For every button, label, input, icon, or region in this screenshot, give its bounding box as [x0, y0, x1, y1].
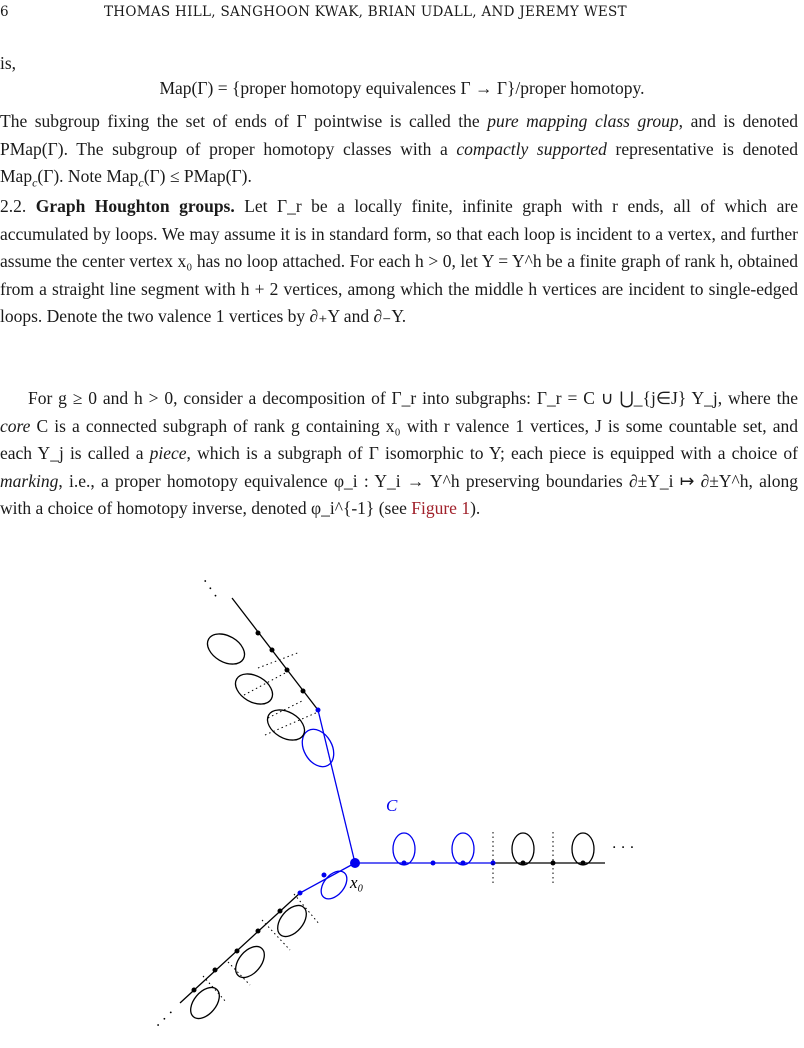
text-run: ). [470, 498, 481, 518]
piece-separator [294, 894, 320, 925]
vertex [192, 988, 197, 993]
subscript-c: c [32, 175, 38, 190]
text-run: For g ≥ 0 and h > 0, consider a decomposition of Γ_r into subgraphs: Γ_r = C ∪ ⋃_{j∈J} Y_j, where the [28, 388, 798, 408]
right-ellipsis: · · · [612, 840, 635, 856]
text-run: , which is a subgraph of Γ isomorphic to Y; each piece is equipped with a choice of [186, 443, 799, 463]
piece-separator [228, 962, 250, 985]
term-compactly-supported: compactly supported [456, 138, 607, 159]
core-vertex [322, 873, 327, 878]
vertex [278, 909, 283, 914]
page-number: 6 [0, 4, 9, 20]
text-run: The subgroup fixing the set of ends of Γ pointwise is called the [0, 111, 488, 131]
term-marking: marking [0, 470, 59, 491]
vertex [521, 861, 526, 866]
core-vertex [402, 861, 407, 866]
core-loop [316, 866, 352, 903]
subscript-c: c [138, 175, 144, 190]
term-core: core [0, 415, 31, 436]
upper-ray-pieces [197, 575, 318, 746]
piece-separator [244, 672, 287, 695]
term-piece: piece [149, 443, 187, 463]
map-definition-equation: Map(Γ) = {proper homotopy equivalences Γ → Γ}/proper homotopy. [159, 78, 645, 98]
section-number: 2.2. [0, 196, 27, 216]
text-run: , i.e., a proper homotopy equivalence φ_i : Y_i → Y^h preserving boundaries ∂±Y_i ↦ ∂±Y^h, along with a choice of homotopy inverse, denoted φ_i^{-1} (see [0, 470, 798, 518]
vertex [301, 689, 306, 694]
running-head [0, 4, 804, 28]
term-pure-mapping-class-group: pure mapping class group [487, 111, 679, 131]
lower-ray-pieces [152, 894, 320, 1033]
core-loop [296, 724, 340, 773]
text-run: representative is denoted Map [0, 138, 798, 186]
core-vertex [316, 708, 321, 713]
loop [202, 628, 250, 671]
core-vertex [431, 861, 436, 866]
author-line: THOMAS HILL, SANGHOON KWAK, BRIAN UDALL, AND JEREMY WEST [104, 4, 627, 20]
center-vertex-label: x₀ [350, 873, 364, 892]
center-vertex [350, 858, 360, 868]
graph-figure [150, 555, 650, 1035]
upper-ellipsis: · · · [196, 575, 223, 603]
vertex [256, 929, 261, 934]
right-ray-pieces [493, 832, 634, 885]
paragraph-pure-mapping [0, 108, 798, 191]
core-label: C [386, 796, 398, 815]
loop [230, 941, 270, 983]
intro-lead: is, [0, 53, 17, 73]
vertex [581, 861, 586, 866]
text-run: (Γ). Note Map [37, 166, 139, 186]
text-run: , and is denoted PMap(Γ). The subgroup of proper homotopy classes with a [0, 111, 798, 159]
core-vertex [298, 891, 303, 896]
vertex [213, 968, 218, 973]
lower-ellipsis: · · · [151, 1005, 179, 1033]
loop [272, 900, 312, 942]
core-loop [393, 833, 415, 865]
core-loop [452, 833, 474, 865]
section-title: Graph Houghton groups. [35, 196, 235, 216]
loop [230, 668, 278, 711]
piece-separator [268, 700, 304, 718]
vertex [285, 668, 290, 673]
loop [512, 833, 534, 865]
core-vertex [461, 861, 466, 866]
paragraph-decomposition [0, 385, 798, 523]
loop [185, 982, 225, 1024]
vertex [235, 949, 240, 954]
section-graph-houghton [0, 193, 798, 331]
text-run: C is a connected subgraph of rank g containing x₀ with r valence 1 vertices, J is some countable set, and each Y_j is called a [0, 415, 798, 463]
vertex [270, 648, 275, 653]
figure-1-link[interactable]: Figure 1 [411, 498, 471, 518]
section-text: Let Γ_r be a locally finite, infinite graph with r ends, all of which are accumulated by loops. We may assume it is in standard form, so that each loop is incident to a vertex, and further assume the center vertex x₀ has no loop attached. For each h > 0, let Y = Y^h be a finite graph of rank h, obtained from a straight line segment with h + 2 vertices, among which the middle h vertices are incident to single-edged loops. Denote the two valence 1 vertices by ∂₊Y and ∂₋Y. [0, 196, 798, 326]
text-run: (Γ) ≤ PMap(Γ). [143, 166, 252, 186]
vertex [256, 631, 261, 636]
loop [572, 833, 594, 865]
